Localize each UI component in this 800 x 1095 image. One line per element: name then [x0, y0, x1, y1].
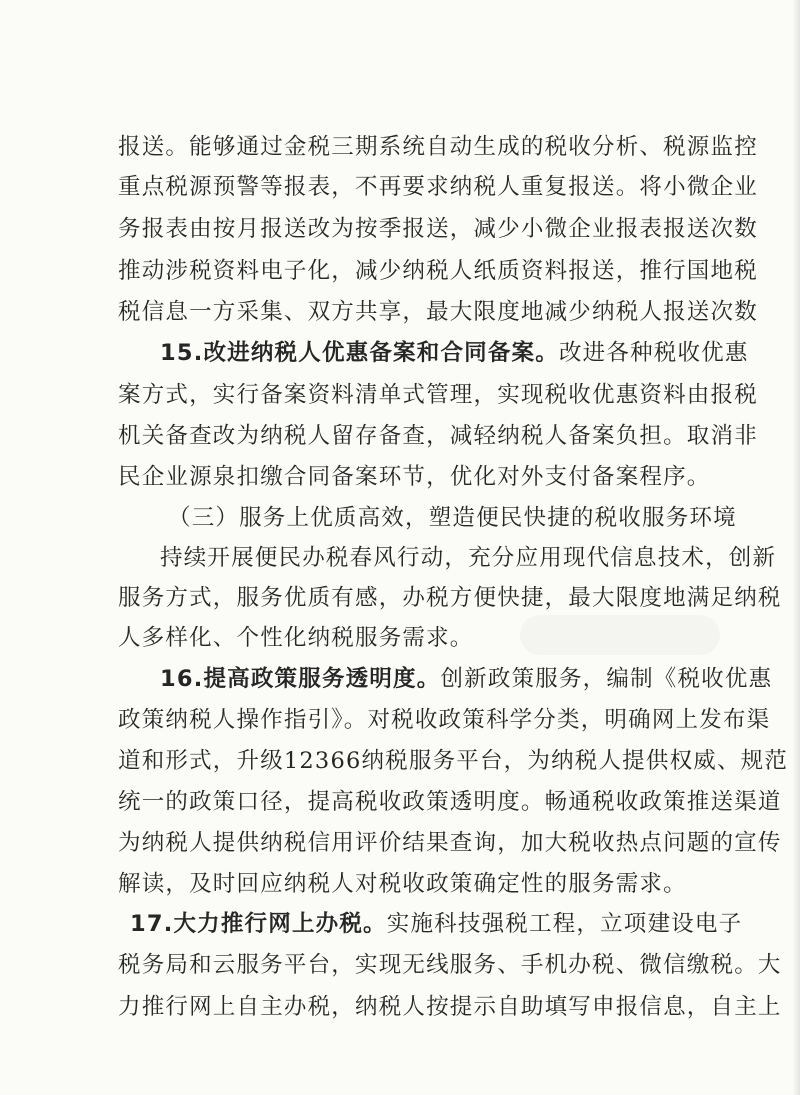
- body-line-15: [118, 700, 770, 740]
- body-line-3: [118, 209, 758, 249]
- body-line-2: [118, 167, 758, 207]
- body-line-8: [118, 416, 758, 456]
- body-line-13: [118, 618, 474, 658]
- section-15-heading: 15.改进纳税人优惠备案和合同备案。: [160, 340, 559, 366]
- line-text: 民企业源泉扣缴合同备案环节，优化对外支付备案程序。: [118, 464, 711, 490]
- line-text: 务报表由按月报送改为按季报送，减少小微企业报表报送次数: [118, 216, 758, 242]
- line-text: 实施科技强税工程，立项建设电子: [386, 911, 743, 937]
- body-line-18: [118, 823, 782, 863]
- section-15-line: [160, 333, 749, 373]
- line-text: 为纳税人提供纳税信用评价结果查询，加大税收热点问题的宣传: [118, 830, 782, 856]
- line-text: 人多样化、个性化纳税服务需求。: [118, 625, 474, 651]
- line-text: 解读，及时回应纳税人对税收政策确定性的服务需求。: [118, 871, 687, 897]
- line-text: 报送。能够通过金税三期系统自动生成的税收分析、税源监控: [118, 134, 758, 160]
- body-line-9: [118, 457, 711, 497]
- body-line-22: [118, 987, 782, 1027]
- line-text: 重点税源预警等报表，不再要求纳税人重复报送。将小微企业: [118, 174, 758, 200]
- faint-stamp-shadow: [520, 615, 720, 655]
- line-text: 推动涉税资料电子化，减少纳税人纸质资料报送，推行国地税: [118, 258, 758, 284]
- line-text: 税务局和云服务平台，实现无线服务、手机办税、微信缴税。大: [118, 952, 782, 978]
- line-text: 案方式，实行备案资料清单式管理，实现税收优惠资料由报税: [118, 382, 758, 408]
- line-text: 机关备查改为纳税人留存备查，减轻纳税人备案负担。取消非: [118, 423, 758, 449]
- line-text: 税信息一方采集、双方共享，最大限度地减少纳税人报送次数: [118, 299, 758, 325]
- body-line-16: [118, 741, 788, 781]
- body-line-12: [118, 578, 782, 618]
- line-text: 政策纳税人操作指引》。对税收政策科学分类，明确网上发布渠: [118, 707, 771, 733]
- line-text: 道和形式，升级12366纳税服务平台，为纳税人提供权威、规范: [118, 748, 789, 774]
- section-17-heading: 17.大力推行网上办税。: [130, 911, 387, 937]
- body-line-11: [160, 538, 776, 578]
- body-line-7: [118, 375, 758, 415]
- section-17-line: [130, 904, 742, 944]
- section-16-line: [160, 659, 772, 699]
- line-text: 创新政策服务，编制《税收优惠: [440, 666, 773, 692]
- line-text: 持续开展便民办税春风行动，充分应用现代信息技术，创新: [160, 545, 777, 571]
- line-text: 改进各种税收优惠: [558, 340, 749, 366]
- line-text: 服务方式，服务优质有感，办税方便快捷，最大限度地满足纳税: [118, 585, 782, 611]
- subsection-3-heading: [168, 498, 737, 538]
- section-16-heading: 16.提高政策服务透明度。: [160, 666, 441, 692]
- body-line-17: [118, 782, 782, 822]
- body-line-4: [118, 251, 758, 291]
- body-line-5: [118, 292, 758, 332]
- line-text: 力推行网上自主办税，纳税人按提示自助填写申报信息，自主上: [118, 994, 782, 1020]
- page-edge-shadow: [792, 0, 800, 1095]
- line-text: 统一的政策口径，提高税收政策透明度。畅通税收政策推送渠道: [118, 789, 782, 815]
- body-line-1: [118, 127, 758, 167]
- line-text: （三）服务上优质高效，塑造便民快捷的税收服务环境: [168, 505, 737, 531]
- body-line-21: [118, 945, 782, 985]
- body-line-19: [118, 864, 687, 904]
